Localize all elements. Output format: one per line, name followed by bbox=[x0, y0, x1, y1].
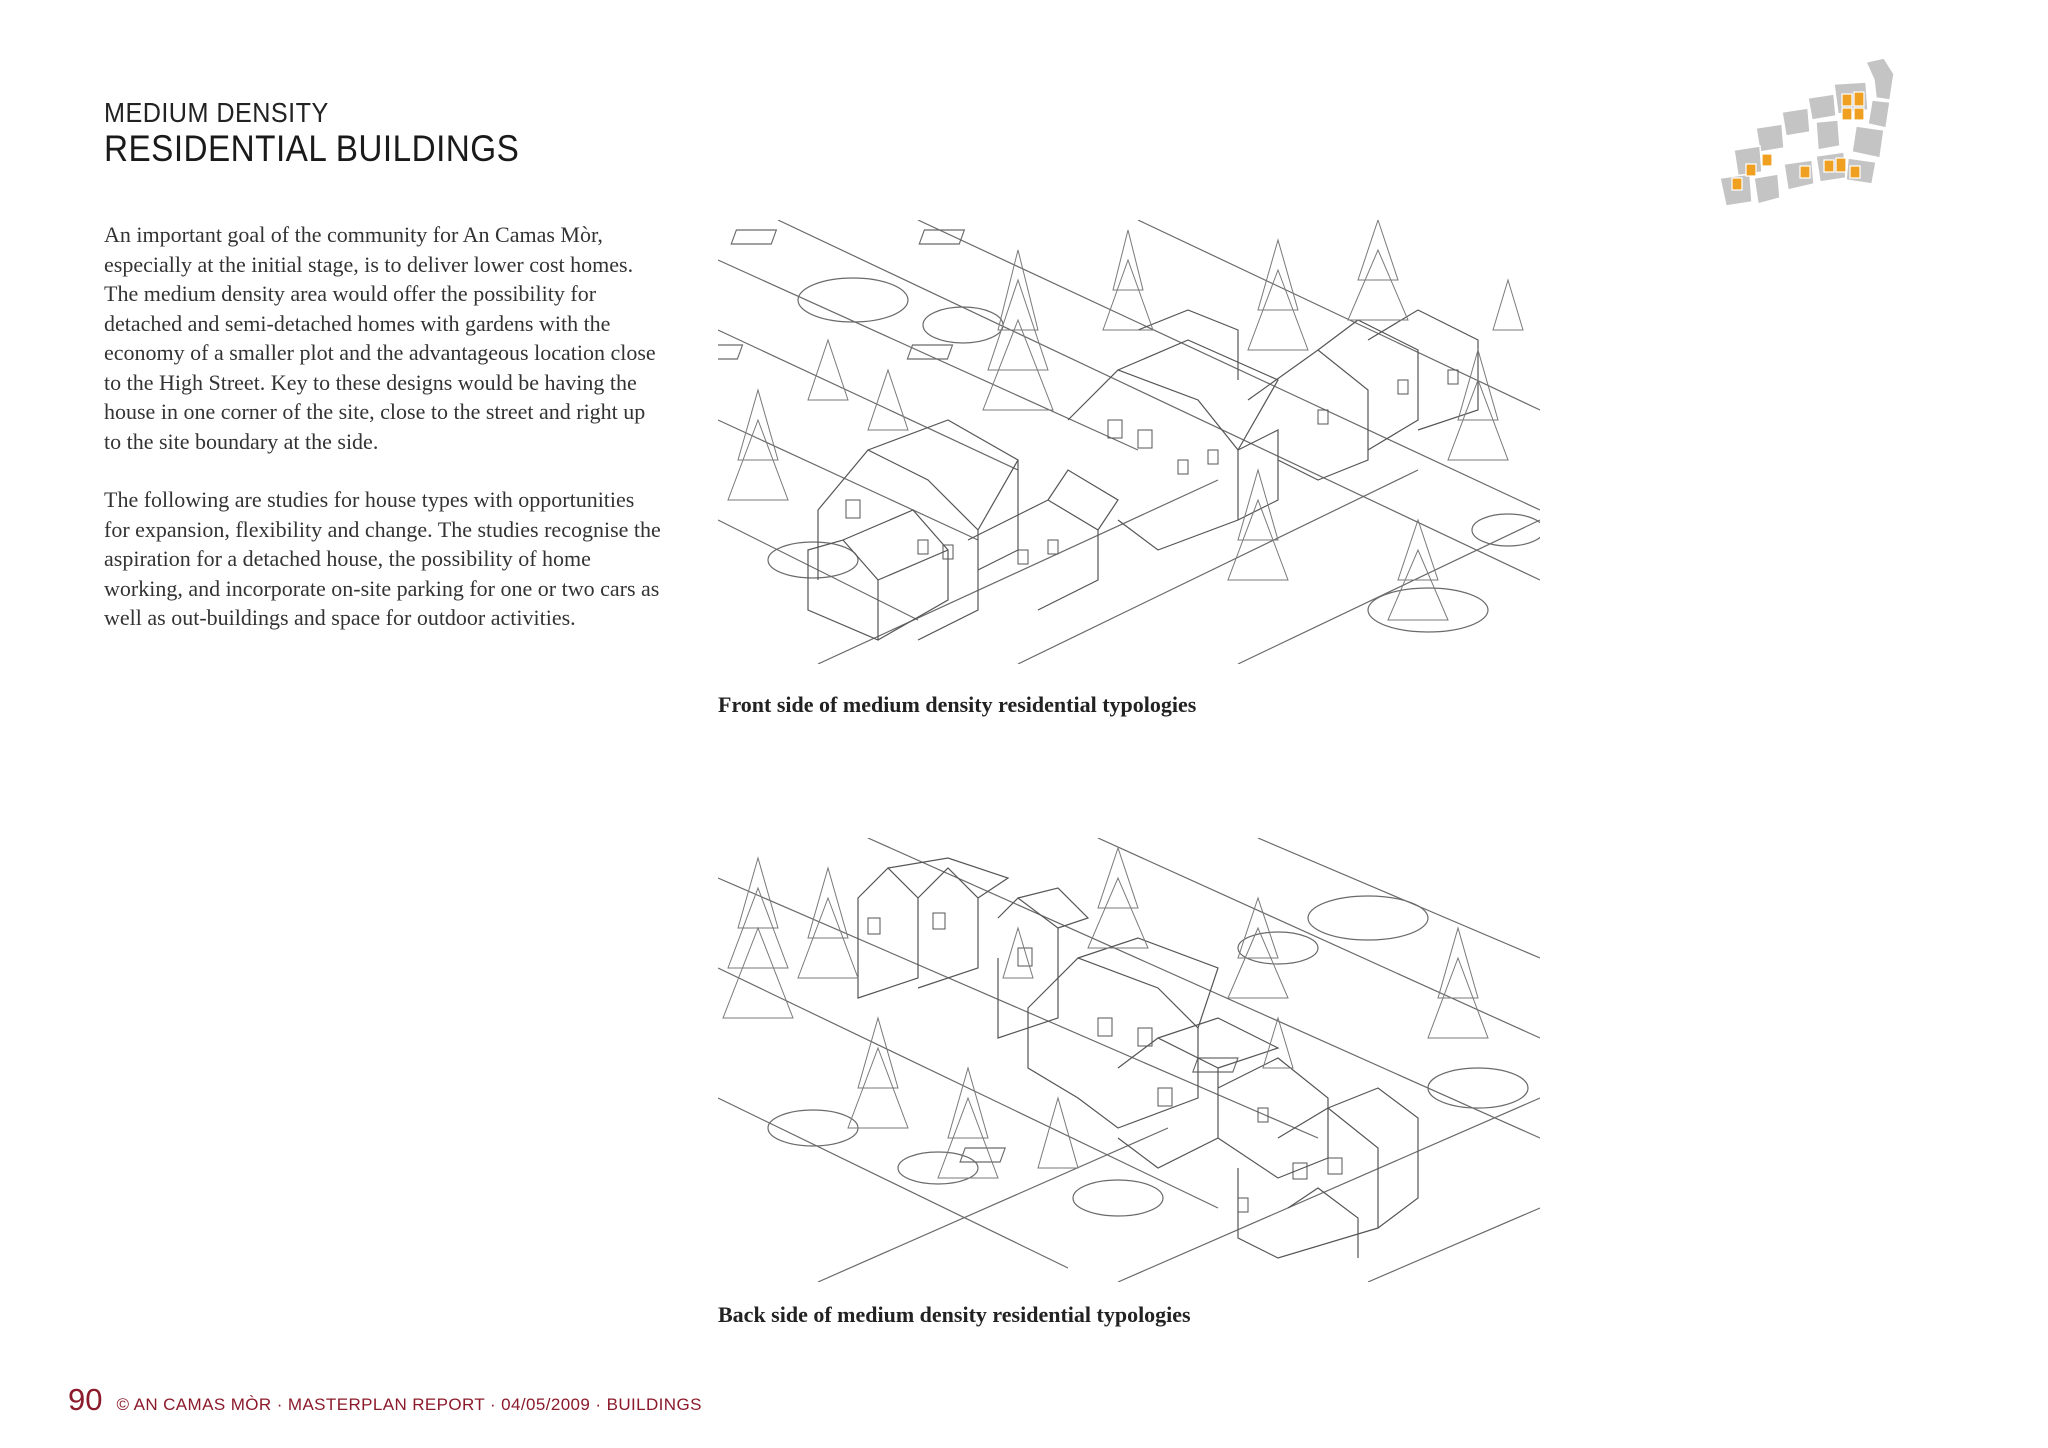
body-paragraph-2: The following are studies for house types with opportunities for expansion, flexibility and change. The studies recognise the aspiration for a detached house, the possibility of home working, and incorporate on-site parking for one or two cars as well as out-buildings and space for outdoor activities. bbox=[104, 487, 661, 630]
back-side-caption: Back side of medium density residential typologies bbox=[718, 1302, 1191, 1327]
front-side-caption: Front side of medium density residential typologies bbox=[718, 692, 1197, 717]
page-number: 90 bbox=[68, 1382, 103, 1417]
section-kicker: MEDIUM DENSITY bbox=[104, 97, 329, 128]
site-key-map bbox=[1716, 54, 1896, 220]
body-text bbox=[104, 220, 664, 662]
front-side-drawing bbox=[718, 220, 1540, 664]
back-side-drawing bbox=[718, 838, 1540, 1282]
body-paragraph-1: An important goal of the community for An Camas Mòr, especially at the initial stage, is to deliver lower cost homes. The medium density area would offer the possibility for detached and semi-detached homes with gardens with the economy of a smaller plot and the advantageous location close to the High Street. Key to these designs would be having the house in one corner of the site, close to the street and right up to the site boundary at the side. bbox=[104, 222, 656, 454]
footer-text: © AN CAMAS MÒR · MASTERPLAN REPORT · 04/05/2009 · BUILDINGS bbox=[116, 1395, 702, 1414]
page-title: RESIDENTIAL BUILDINGS bbox=[104, 127, 520, 169]
page-footer bbox=[68, 1382, 702, 1418]
section-heading bbox=[104, 98, 565, 169]
